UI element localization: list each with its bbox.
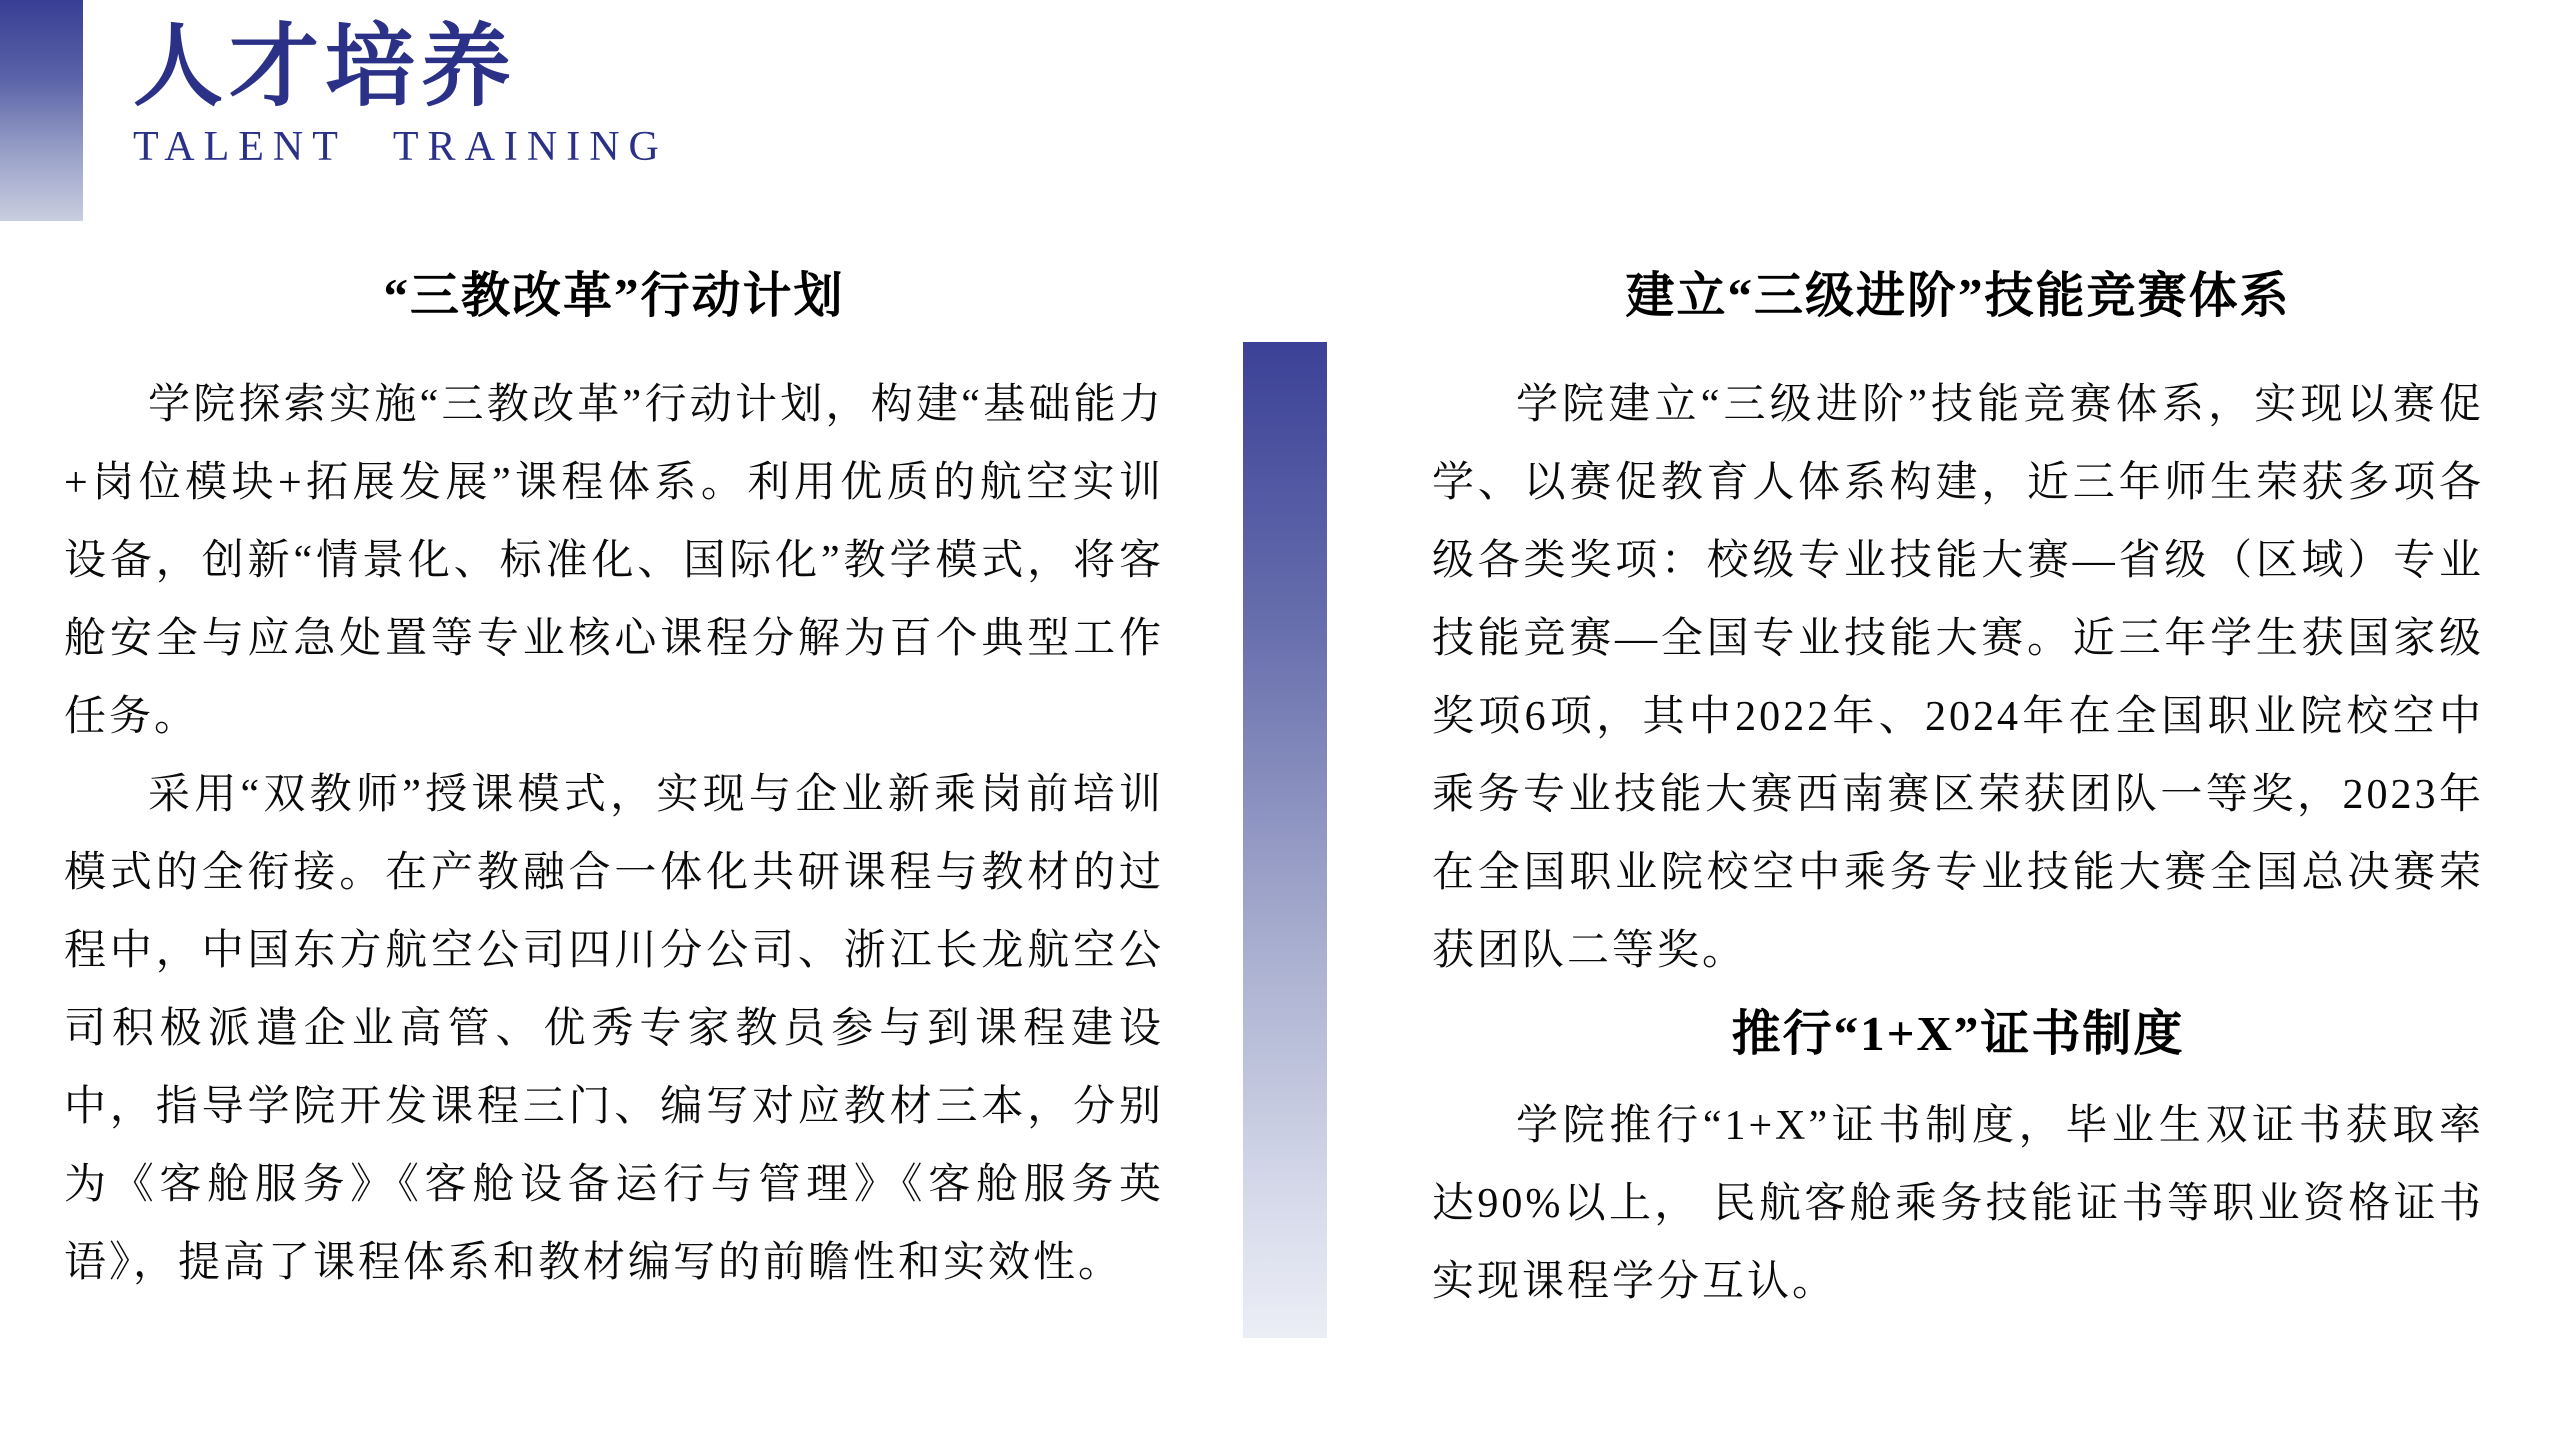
page-title: 人才培养 [133,18,517,117]
paragraph: 学院推行“1+X”证书制度，毕业生双证书获取率达90%以上， 民航客舱乘务技能证书等职业资格证书实现课程学分互认。 [1432,1102,2484,1305]
right-section-2-heading: 推行“1+X”证书制度 [1731,1006,2185,1062]
right-column [1432,268,2484,1321]
paragraph: 学院建立“三级进阶”技能竞赛体系，实现以赛促学、以赛促教育人体系构建，近三年师生荣获多项各级各类奖项：校级专业技能大赛—省级（区域）专业技能竞赛—全国专业技能大赛。近三年学生获国家级奖项6项，其中2022年、2024年在全国职业院校空中乘务专业技能大赛西南赛区荣获团队一等奖，2023年在全国职业院校空中乘务专业技能大赛全国总决赛荣获团队二等奖。 [1432,382,2484,975]
corner-gradient-bar [0,0,83,221]
left-column [64,268,1164,1302]
paragraph: 采用“双教师”授课模式，实现与企业新乘岗前培训模式的全衔接。在产教融合一体化共研课程与教材的过程中，中国东方航空公司四川分公司、浙江长龙航空公司积极派遣企业高管、优秀专家教员参与到课程建设中，指导学院开发课程三门、编写对应教材三本，分别为《客舱服务》《客舱设备运行与管理》《客舱服务英语》，提高了课程体系和教材编写的前瞻性和实效性。 [64,772,1164,1287]
left-section-body [64,366,1164,1302]
column-divider-gradient-bar [1243,342,1327,1338]
paragraph: 学院探索实施“三教改革”行动计划，构建“基础能力+岗位模块+拓展发展”课程体系。利用优质的航空实训设备，创新“情景化、标准化、国际化”教学模式，将客舱安全与应急处置等专业核心课程分解为百个典型工作任务。 [64,382,1164,741]
right-section-2-body [1432,1087,2484,1321]
page-subtitle: TALENT TRAINING [133,124,668,170]
right-section-1-body [1432,366,2484,990]
page-header [133,18,668,171]
right-section-1-heading: 建立“三级进阶”技能竞赛体系 [1625,268,2291,323]
left-section-heading: “三教改革”行动计划 [383,268,845,323]
